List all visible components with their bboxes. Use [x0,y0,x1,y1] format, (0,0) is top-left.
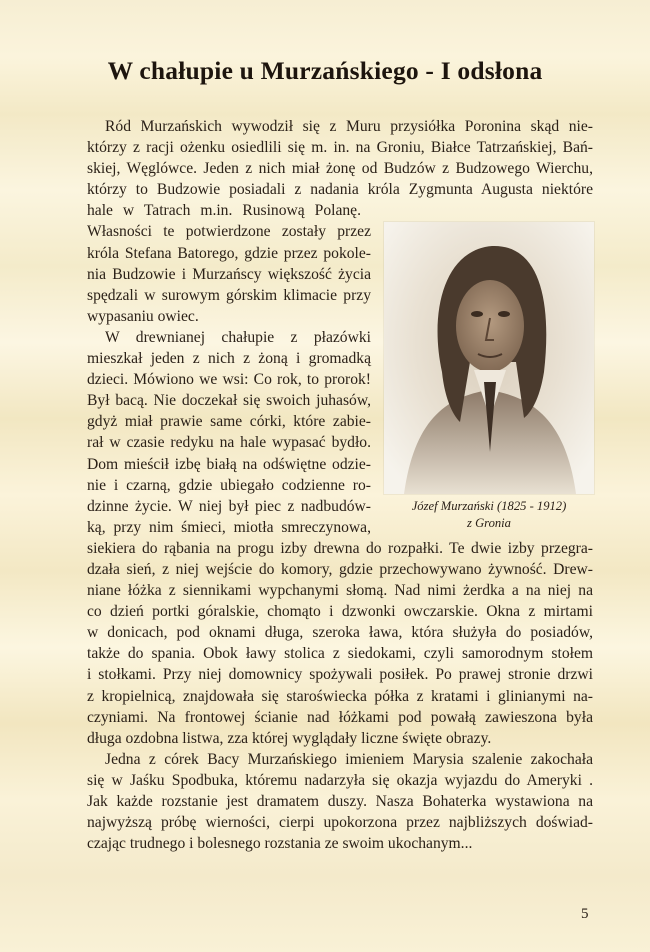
text-line: ką, przy nim śmieci, miotła smreczynowa, [87,518,371,536]
text-line: Był bacą. Nie doczekał się swoich juhasów, [87,392,371,410]
text-line: Własności te potwierdzone zostały przez [87,223,371,241]
text-line: którzy z racji ożenku osiedlili się m. in. na Groniu, Białce Tatrzańskiej, Bań- [87,139,593,157]
text-line: z kropielnicą, znajdowała się staroświecka półka z kratami i glinianymi na- [87,687,593,705]
text-line: Jak każde rozstanie jest dramatem duszy. Nasza Bohaterka wystawiona na [87,793,593,810]
text-line: skiej, Węglówce. Jeden z nich miał żonę od Budzów z Budzowego Wierchu, [87,160,593,178]
text-line: dzieci. Mówiono we wsi: Co rok, to prorok! [87,371,371,389]
text-line: najwyższą próbę wierności, cierpi upokorzona przez najbliższych doświad- [87,814,593,832]
text-line: dzała sień, z niej wejście do komory, gdzie przechowywano żywność. Drew- [87,560,593,578]
photo-caption [384,498,594,532]
text-line: spędzali w surowym górskim klimacie przy [87,286,371,304]
text-line: długa ozdobna listwa, zza której wyglądały liczne święte obrazy. [87,729,492,747]
text-line: czając trudnego i bolesnego rozstania ze swoim ukochanym... [87,835,473,853]
caption-line: Józef Murzański (1825 - 1912) [411,499,567,513]
text-line: siekiera do rąbania na progu izby drewna do rozpałki. Te dwie izby przegra- [87,539,593,557]
text-line: niane łóżka z siennikami wypchanymi słomą. Nad nimi żerdka a na niej na [87,582,593,600]
text-line: w donicach, pod oknami długa, szeroka ława, która służyła do posiadów, [87,624,593,642]
text-line: W drewnianej chałupie z płazówki [105,328,371,346]
text-line: Dom mieścił izbę białą na odświętne odzie- [87,455,371,473]
page-title: W chałupie u Murzańskiego - I odsłona [107,56,543,85]
caption-line: z Gronia [467,516,511,530]
text-line: co dzień portki góralskie, chomąto i dzwonki owczarskie. Okna z mirtami [87,603,593,621]
text-line: mieszkał jeden z nich z żoną i gromadką [87,350,371,368]
text-line: dzinne życie. W niej był piec z nadbudów- [87,497,371,515]
text-line: króla Stefana Batorego, gdzie przez pokole- [87,244,371,262]
text-line: hale w Tatrach m.in. Rusinową Polanę. [87,202,361,220]
text-line: gdyż miał prawie same córki, które zabie- [87,413,371,431]
text-line: Jedna z córek Bacy Murzańskiego imieniem Marysia szalenie zakochała [105,750,593,768]
text-line: Ród Murzańskich wywodził się z Muru przysiółka Poronina skąd nie- [105,118,593,135]
text-line: i stołkami. Przy niej domownicy spożywali posiłek. Po prawej stronie drzwi [87,666,593,684]
text-line: czyniami. Na frontowej ścianie nad łóżkami pod powałą zawieszona była [87,708,593,726]
portrait-image [384,222,594,494]
text-line: także do spania. Obok ławy stolica z siedokami, czyli samorodnym stołem [87,645,593,663]
text-line: się w Jaśku Spodbuka, któremu nadarzyła się okazja wyjazdu do Ameryki . [87,771,593,789]
portrait-photo [384,222,594,494]
page-number: 5 [581,906,589,922]
text-line: nia Budzowie i Murzańscy większość życia [87,265,371,283]
text-line: rał w czasie redyku na hale wypasać bydło. [87,434,371,452]
text-line: wypasaniu owiec. [87,307,199,325]
text-line: nie i czarną, gdzie ubiegało codzienne ro- [87,476,371,494]
text-line: którzy to Budzowie posiadali z nadania króla Zygmunta Augusta niektóre [87,181,593,199]
